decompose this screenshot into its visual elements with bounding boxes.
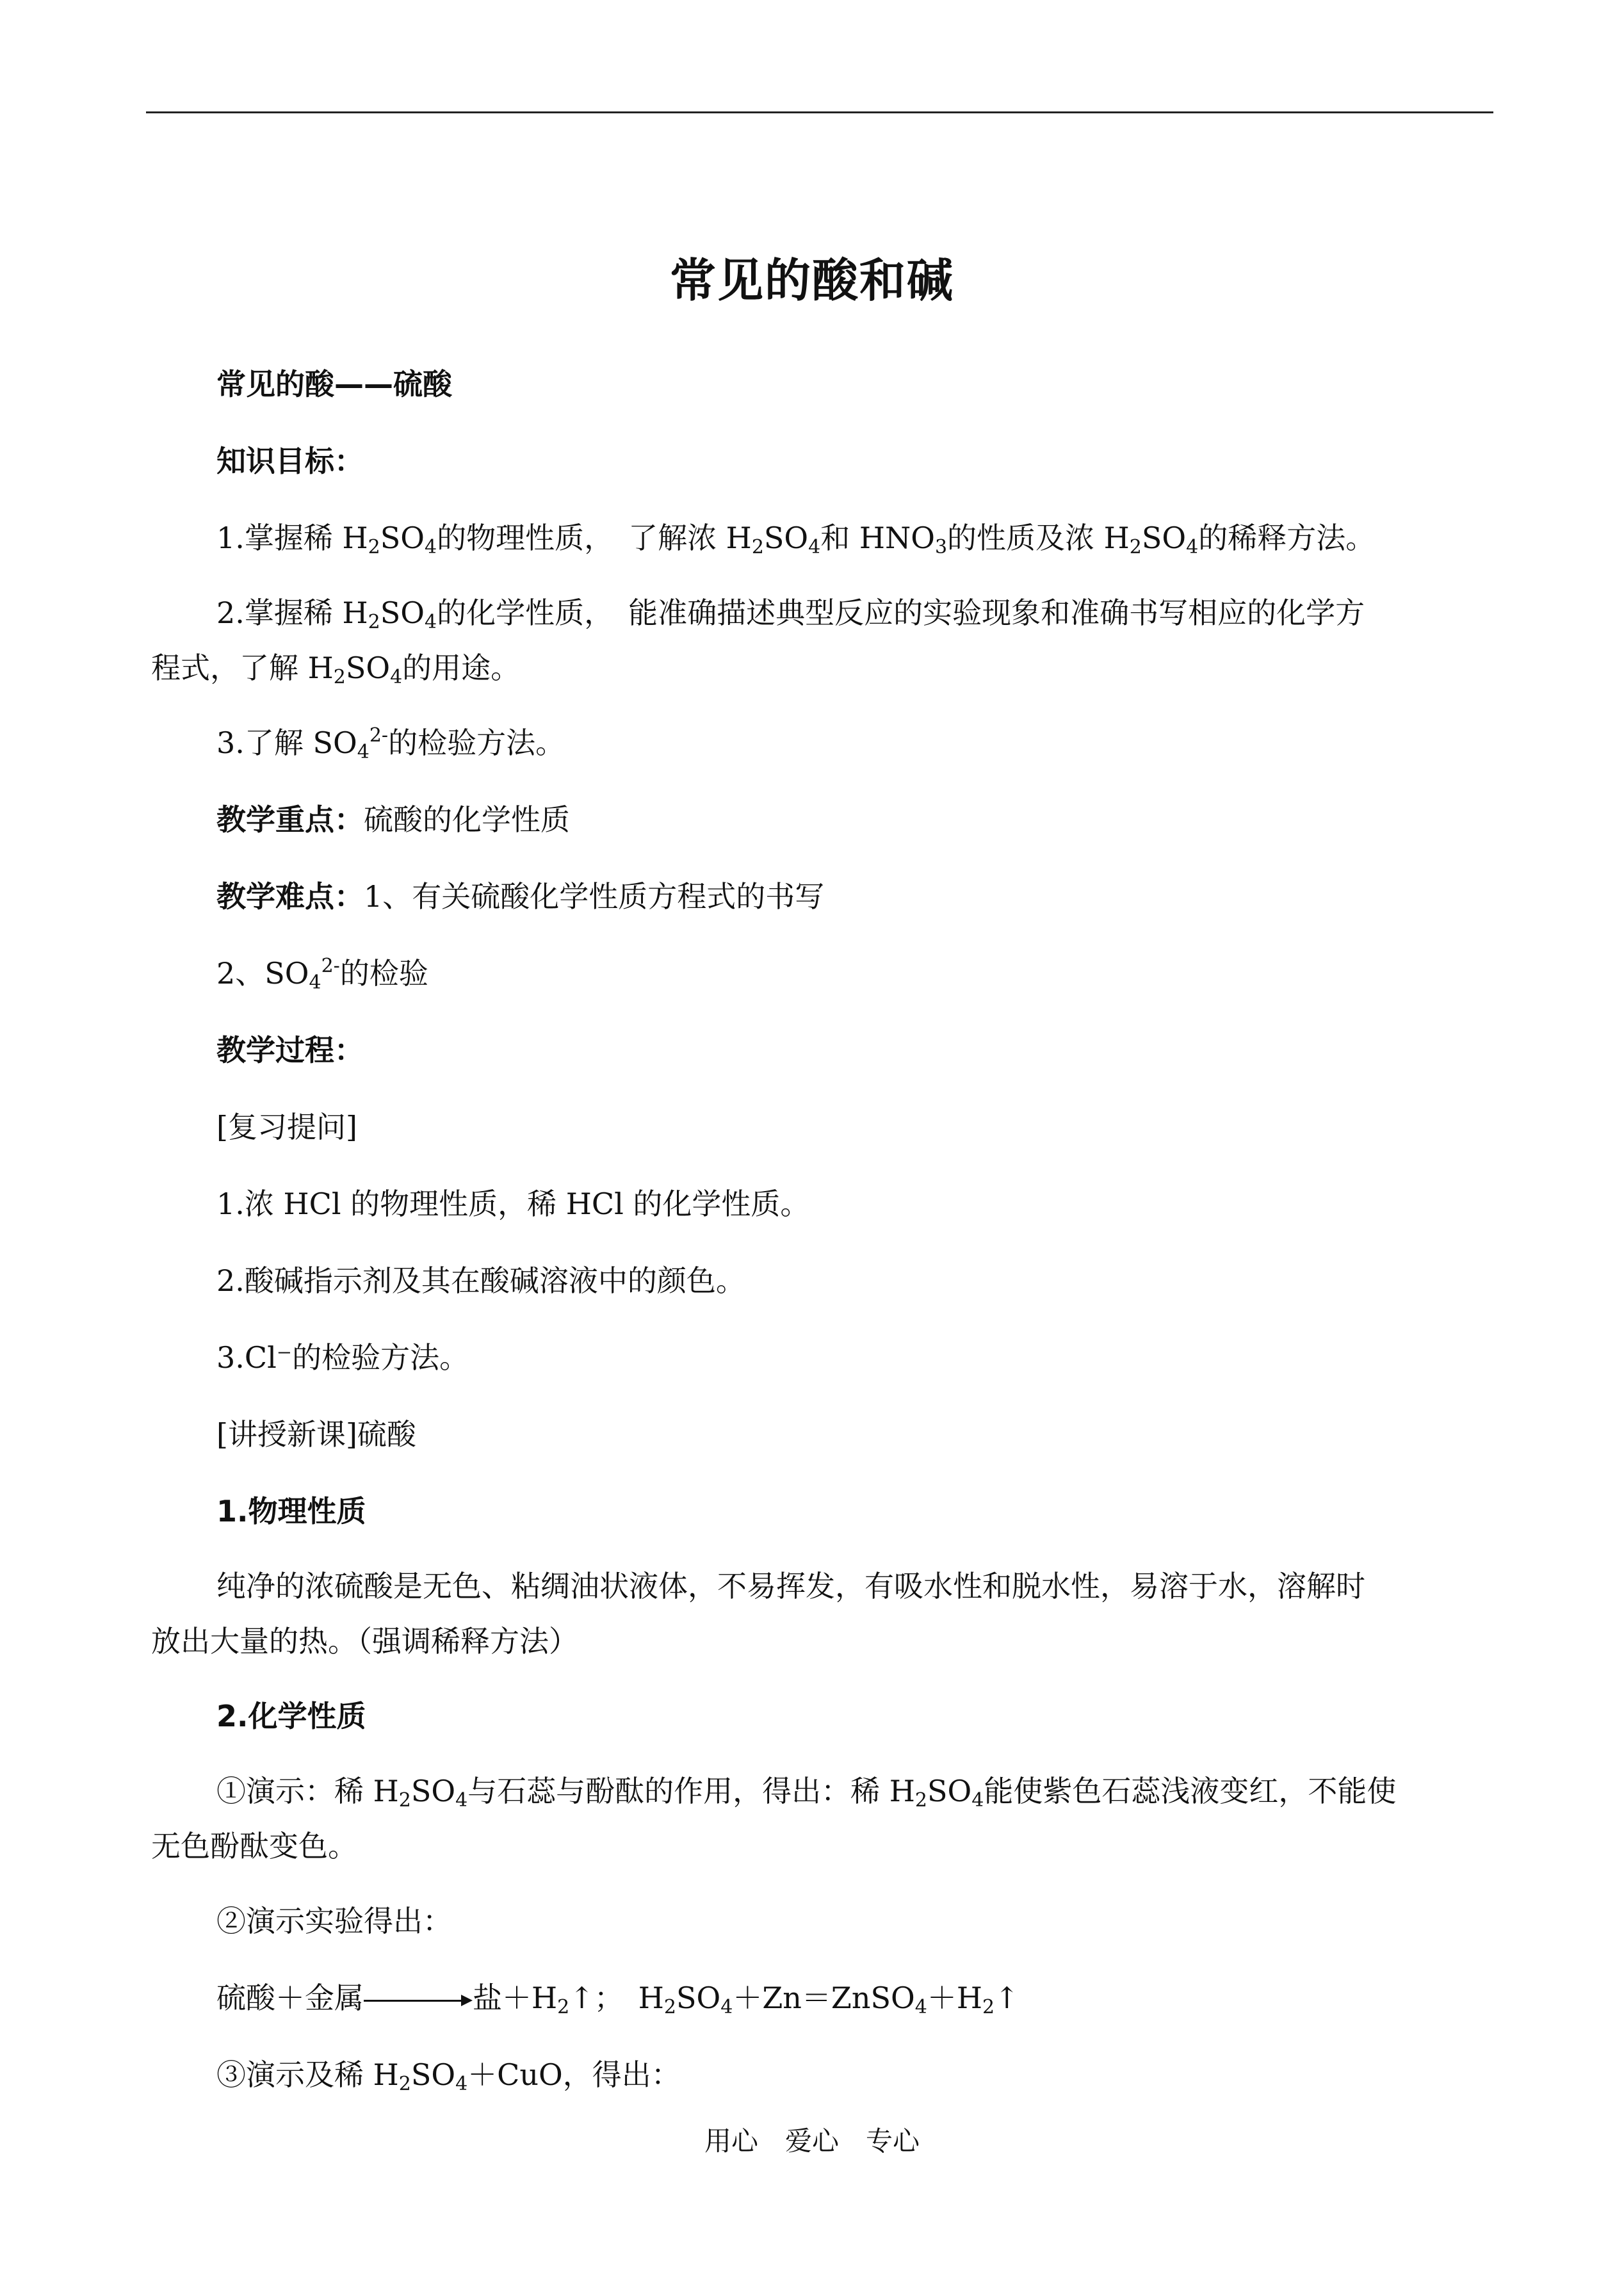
review-label: [复习提问] [216,1110,357,1144]
physical-text-2: 放出大量的热。（强调稀释方法） [151,1624,578,1658]
section-physical: 1.物理性质 [216,1494,366,1529]
chem-demo-1-continued: 无色酚酞变色。 [151,1829,357,1863]
reaction-arrow-icon [364,1986,473,2015]
review-2: 2.酸碱指示剂及其在酸碱溶液中的颜色。 [216,1263,745,1298]
key-point: 教学重点：硫酸的化学性质 [216,802,570,837]
chem-demo-2: ②演示实验得出： [216,1904,452,1938]
chem-demo-3: ③演示及稀 $H_2SO_4+CuO$，得出： [216,2057,681,2095]
goal-2: 2.掌握稀 $H_2SO_4$的化学性质， 能准确描述典型反应的实验现象和准确书写相应的化学方 [216,596,1365,633]
section-subtitle: 常见的酸——硫酸 [216,367,452,401]
section-chemical: 2.化学性质 [216,1699,366,1733]
goal-2-continued: 程式，了解 $H_2SO_4$的用途。 [151,651,521,688]
difficulty: 教学难点：1、有关硫酸化学性质方程式的书写 [216,879,825,914]
physical-text-1: 纯净的浓硫酸是无色、粘绸油状液体，不易挥发，有吸水性和脱水性，易溶于水，溶解时 [216,1569,1365,1603]
new-lesson: [讲授新课]硫酸 [216,1417,416,1452]
page-title: 常见的酸和碱 [669,254,954,307]
goal-3: 3.了解 $SO_4^{2-}$的检验方法。 [216,724,565,763]
chem-demo-1: ①演示：稀 $H_2SO_4$与石蕊与酚酞的作用，得出：稀 $H_2SO_4$能使紫色石蕊浅液变红，不能使 [216,1774,1397,1812]
header-rule [146,111,1493,113]
knowledge-goals-label: 知识目标： [216,444,364,478]
process-label: 教学过程： [216,1033,364,1067]
page-footer: 用心 爱心 专心 [704,2125,920,2157]
goal-1: 1.掌握稀 $H_2SO_4$的物理性质， 了解浓 $H_2SO_4$和 $HNO_3$的性质及浓 $H_2SO_4$的稀释方法。 [216,521,1376,558]
equation-acid-metal: 硫酸＋金属 盐$+H_2↑$； $H_2SO_4+Zn=ZnSO_4+H_2↑$ [216,1981,1019,2018]
difficulty-2: 2、$SO_4^{2-}$的检验 [216,955,428,994]
review-3: 3.Cl⁻的检验方法。 [216,1340,469,1375]
review-1: 1.浓 HCl 的物理性质，稀 HCl 的化学性质。 [216,1187,810,1221]
